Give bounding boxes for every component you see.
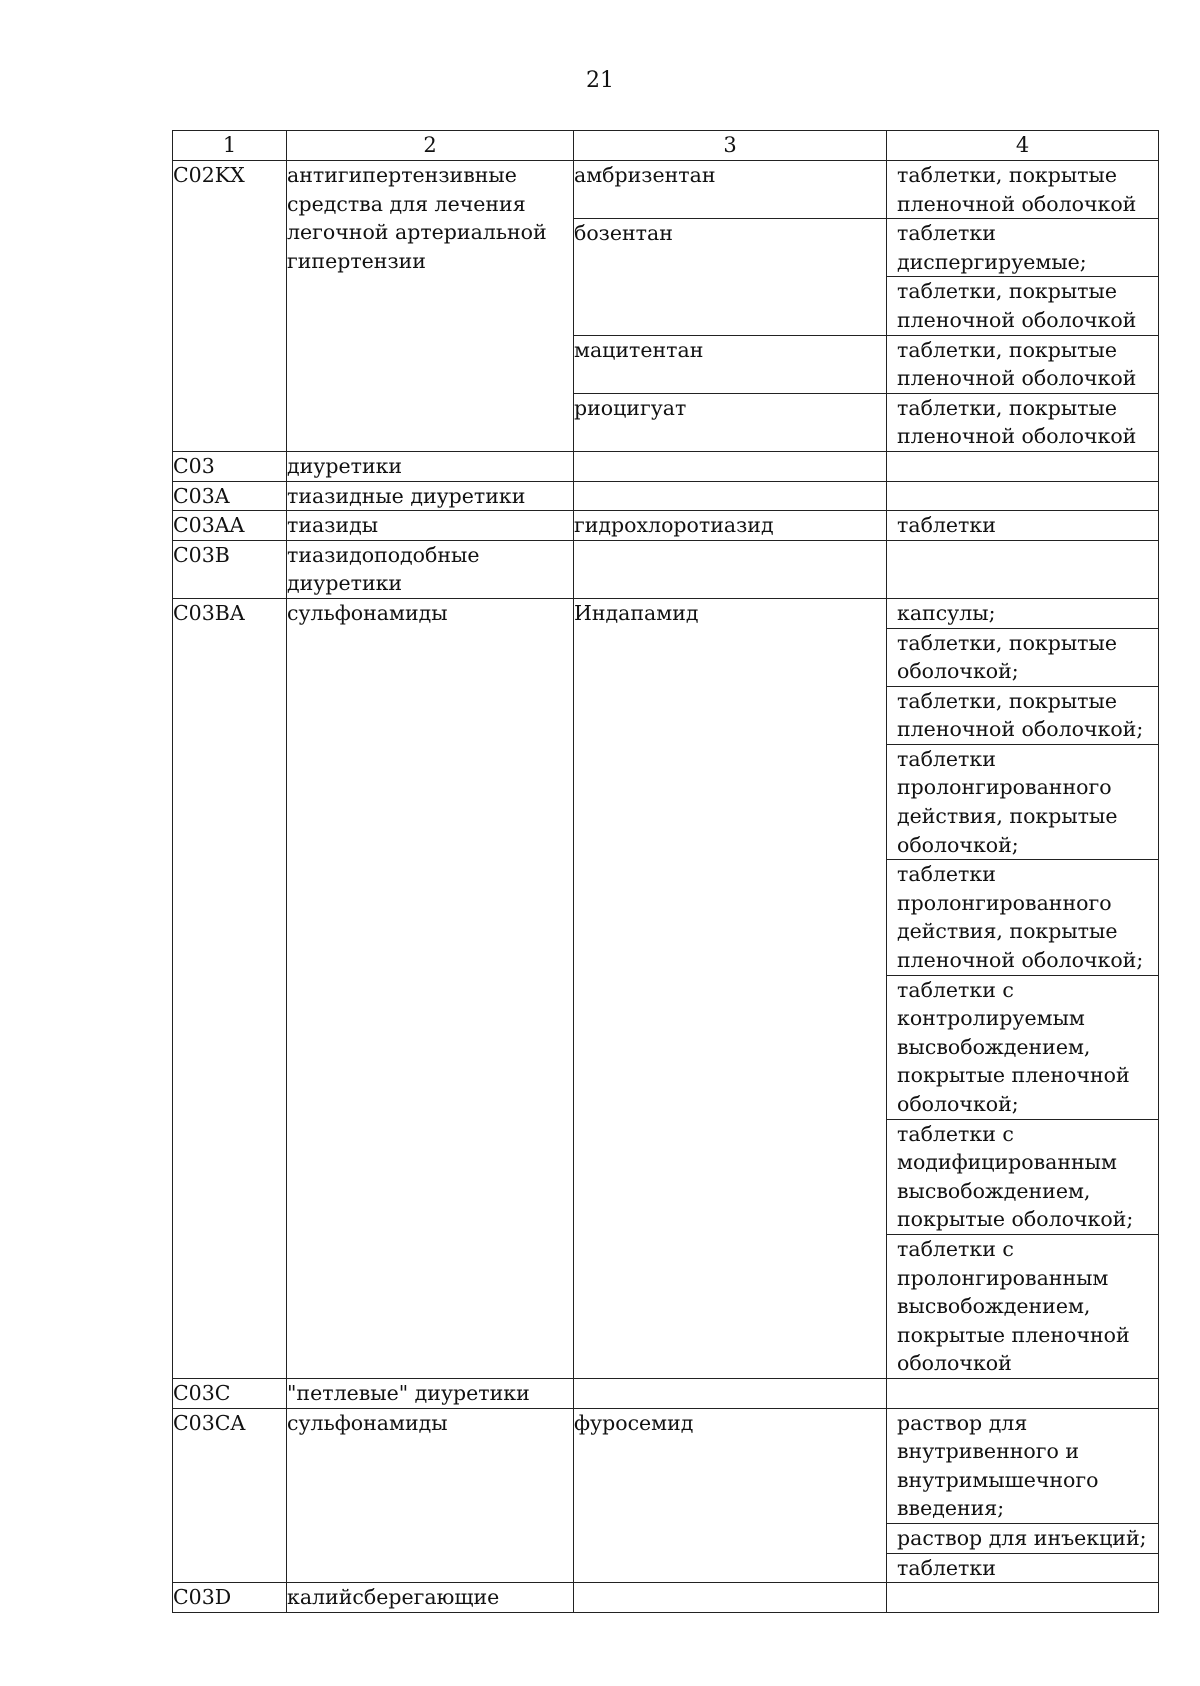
dosage-forms-cell bbox=[887, 161, 1159, 219]
dosage-forms-cell bbox=[887, 393, 1159, 451]
drug-name-cell: риоцигуат bbox=[574, 393, 887, 451]
header-cell-1: 1 bbox=[173, 131, 287, 161]
atc-code-cell: C03 bbox=[173, 451, 287, 481]
medication-table bbox=[172, 130, 1159, 1613]
drug-name-cell: гидрохлоротиазид bbox=[574, 511, 887, 541]
drug-name-cell bbox=[574, 540, 887, 598]
table-row bbox=[173, 1378, 1159, 1408]
group-name-cell: сульфонамиды bbox=[287, 598, 574, 1378]
dosage-form: таблетки с модифицированным высвобождением, покрытые оболочкой; bbox=[887, 1119, 1158, 1234]
dosage-form: таблетки, покрытые оболочкой; bbox=[887, 628, 1158, 686]
atc-code-cell: C03D bbox=[173, 1583, 287, 1613]
dosage-form: таблетки, покрытые пленочной оболочкой bbox=[897, 395, 1137, 449]
header-cell-4: 4 bbox=[887, 131, 1159, 161]
dosage-form: таблетки, покрытые пленочной оболочкой; bbox=[887, 686, 1158, 744]
drug-name-cell bbox=[574, 1583, 887, 1613]
dosage-form: таблетки диспергируемые; bbox=[897, 221, 1087, 274]
dosage-form: таблетки с пролонгированным высвобождением, покрытые пленочной оболочкой bbox=[887, 1234, 1158, 1378]
dosage-form: раствор для инъекций; bbox=[887, 1523, 1158, 1553]
group-name-cell: тиазидоподобные диуретики bbox=[287, 540, 574, 598]
group-name-cell: диуретики bbox=[287, 451, 574, 481]
atc-code-cell: C03AA bbox=[173, 511, 287, 541]
table-row bbox=[173, 451, 1159, 481]
dosage-forms-cell bbox=[887, 1408, 1159, 1583]
dosage-form: таблетки пролонгированного действия, покрытые оболочкой; bbox=[887, 744, 1158, 859]
dosage-forms-cell bbox=[887, 511, 1159, 541]
atc-code-cell: C03BA bbox=[173, 598, 287, 1378]
drug-name-cell: Индапамид bbox=[574, 598, 887, 1378]
drug-name-cell bbox=[574, 451, 887, 481]
drug-name-cell: амбризентан bbox=[574, 161, 887, 219]
drug-name-cell bbox=[574, 1378, 887, 1408]
dosage-form: таблетки с контролируемым высвобождением, покрытые пленочной оболочкой; bbox=[887, 975, 1158, 1119]
dosage-form: таблетки, покрытые пленочной оболочкой bbox=[897, 337, 1137, 391]
drug-name-cell bbox=[574, 481, 887, 511]
table-row bbox=[173, 481, 1159, 511]
atc-code-cell: C03CA bbox=[173, 1408, 287, 1583]
header-row bbox=[173, 131, 1159, 161]
page-number: 21 bbox=[586, 68, 614, 93]
dosage-forms-cell bbox=[887, 1378, 1159, 1408]
group-name-cell: сульфонамиды bbox=[287, 1408, 574, 1583]
table-row bbox=[173, 511, 1159, 541]
dosage-forms-cell bbox=[887, 335, 1159, 393]
atc-code-cell: C02KX bbox=[173, 161, 287, 452]
dosage-form: таблетки, покрытые пленочной оболочкой bbox=[897, 163, 1137, 216]
drug-name-cell: бозентан bbox=[574, 219, 887, 335]
dosage-forms-cell bbox=[887, 481, 1159, 511]
dosage-forms-cell bbox=[887, 598, 1159, 1378]
atc-code-cell: C03B bbox=[173, 540, 287, 598]
dosage-form: таблетки пролонгированного действия, покрытые пленочной оболочкой; bbox=[887, 859, 1158, 974]
dosage-forms-cell bbox=[887, 219, 1159, 335]
table-row bbox=[173, 540, 1159, 598]
dosage-form: таблетки bbox=[887, 1553, 1158, 1583]
group-name-cell: калийсберегающие bbox=[287, 1583, 574, 1613]
header-cell-3: 3 bbox=[574, 131, 887, 161]
group-name-cell: "петлевые" диуретики bbox=[287, 1378, 574, 1408]
drug-name-cell: мацитентан bbox=[574, 335, 887, 393]
group-name-cell: тиазиды bbox=[287, 511, 574, 541]
drug-name-cell: фуросемид bbox=[574, 1408, 887, 1583]
dosage-forms-cell bbox=[887, 540, 1159, 598]
header-cell-2: 2 bbox=[287, 131, 574, 161]
table-row bbox=[173, 161, 1159, 219]
group-name-cell: антигипертензивные средства для лечения легочной артериальной гипертензии bbox=[287, 161, 574, 452]
table-row bbox=[173, 1408, 1159, 1583]
atc-code-cell: C03A bbox=[173, 481, 287, 511]
dosage-form: таблетки bbox=[897, 513, 996, 538]
dosage-forms-cell bbox=[887, 1583, 1159, 1613]
dosage-form: таблетки, покрытые пленочной оболочкой bbox=[887, 276, 1158, 334]
dosage-forms-cell bbox=[887, 451, 1159, 481]
dosage-form: капсулы; bbox=[897, 600, 996, 625]
atc-code-cell: C03C bbox=[173, 1378, 287, 1408]
group-name-cell: тиазидные диуретики bbox=[287, 481, 574, 511]
table-row bbox=[173, 598, 1159, 1378]
dosage-form: раствор для внутривенного и внутримышечного введения; bbox=[897, 1410, 1099, 1521]
table-row bbox=[173, 1583, 1159, 1613]
